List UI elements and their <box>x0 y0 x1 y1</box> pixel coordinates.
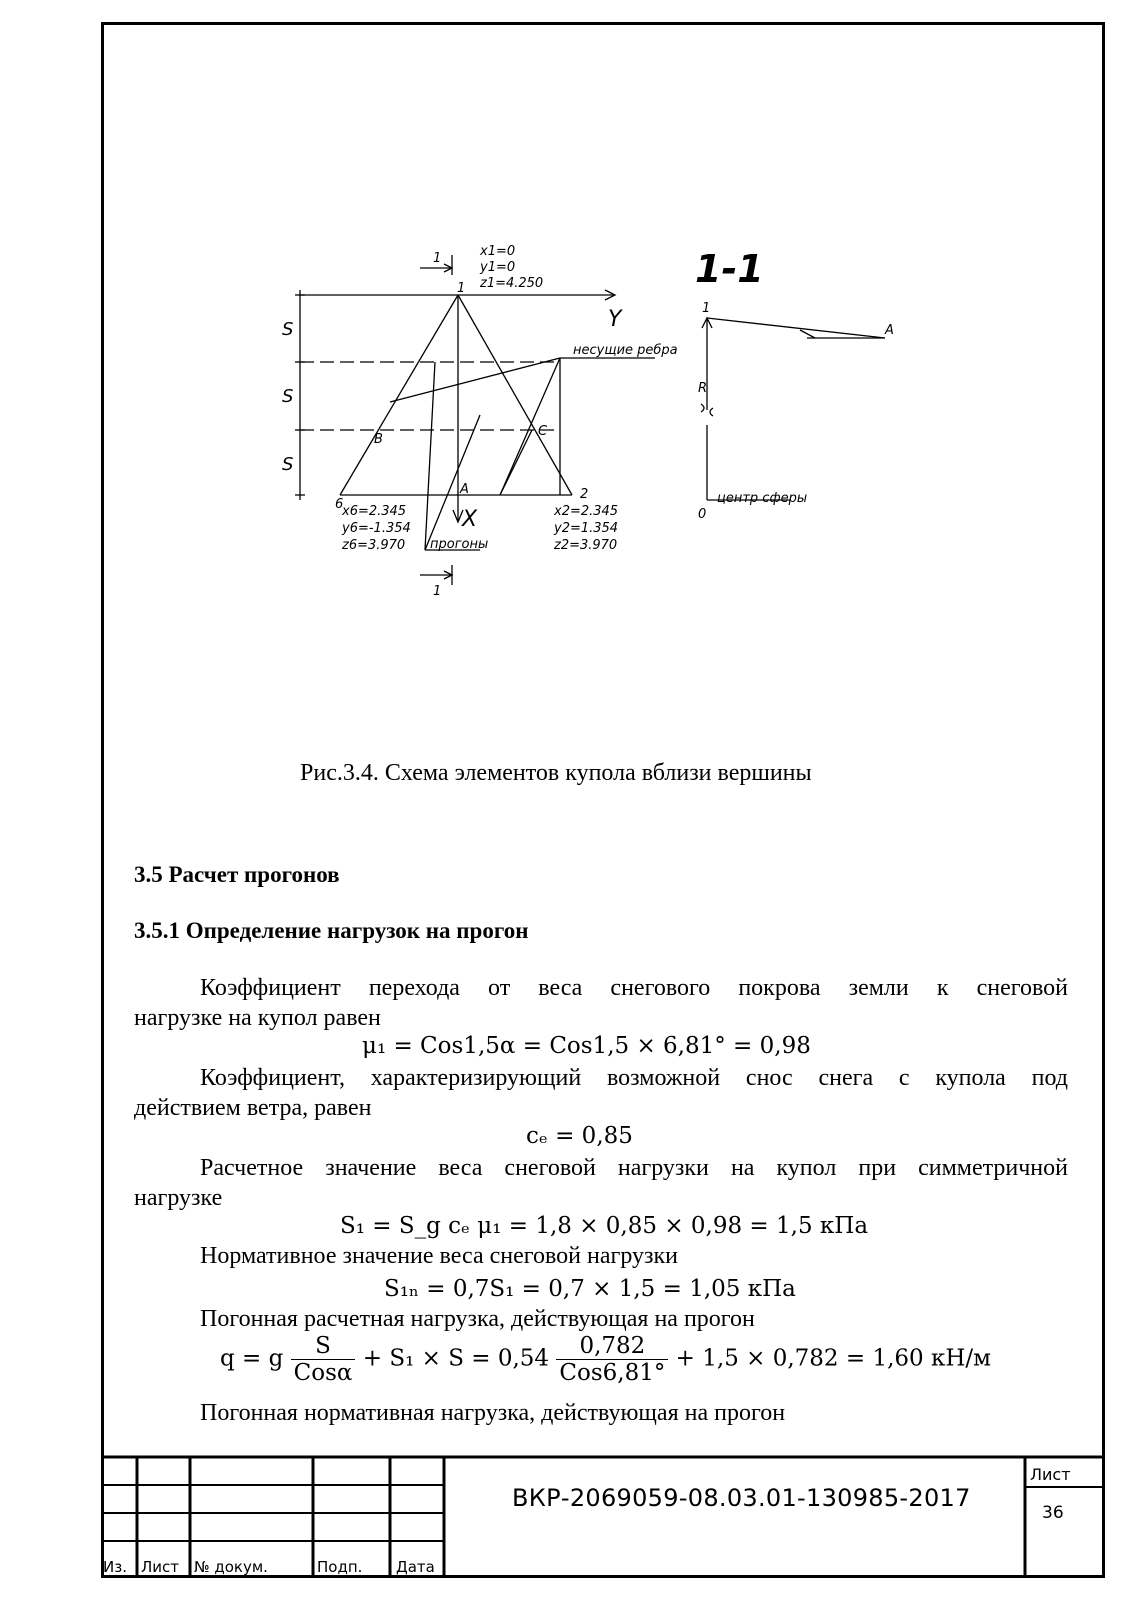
stamp-col-doc: № докум. <box>194 1558 268 1576</box>
node-1-label: 1 <box>457 281 466 296</box>
paragraph-1-line-1: Коэффициент перехода от веса снегового покрова земли к снеговой <box>200 975 1068 1001</box>
apex-x-coord: x1=0 <box>480 244 516 259</box>
formula-q-rhs: + 1,5 × 0,782 = 1,60 кН/м <box>675 1345 992 1372</box>
section-heading: 3.5 Расчет прогонов <box>134 862 340 887</box>
point-b-label: B <box>374 432 383 447</box>
section-node-1: 1 <box>702 301 711 316</box>
fraction-1-denominator: Cosα <box>291 1359 356 1386</box>
fraction-1-numerator: S <box>315 1333 331 1359</box>
paragraph-2-line-1: Коэффициент, характеризирующий возможной снос снега с купола под <box>200 1065 1068 1091</box>
paragraph-3-line-2: нагрузке <box>134 1185 223 1211</box>
dim-s-3: S <box>282 454 294 475</box>
formula-q <box>220 1333 991 1386</box>
node-2-z: z2=3.970 <box>554 538 618 553</box>
stamp-col-izm: Из. <box>103 1558 127 1576</box>
dome-scheme-figure <box>270 230 894 610</box>
paragraph-3 <box>134 1153 1068 1213</box>
paragraph-2-line-2: действием ветра, равен <box>134 1095 372 1121</box>
formula-q-fraction-2 <box>556 1333 668 1386</box>
point-a-label: A <box>460 482 469 497</box>
dim-s-2: S <box>282 386 294 407</box>
subsection-heading: 3.5.1 Определение нагрузок на прогон <box>134 918 529 943</box>
stamp-col-sign: Подп. <box>317 1558 363 1576</box>
paragraph-2 <box>134 1063 1068 1123</box>
node-2-x: x2=2.345 <box>554 504 619 519</box>
formula-q-lhs: q = g <box>220 1345 284 1372</box>
sphere-center-label: центр сферы <box>717 491 808 506</box>
formula-q-fraction-1 <box>291 1333 356 1386</box>
formula-ce: cₑ = 0,85 <box>526 1123 633 1149</box>
stamp-col-date: Дата <box>396 1558 435 1576</box>
point-c-label: C <box>538 424 548 439</box>
section-title: 1-1 <box>695 247 764 291</box>
figure-caption: Рис.3.4. Схема элементов купола вблизи вершины <box>300 760 812 786</box>
axis-x-label: X <box>462 507 478 532</box>
fraction-2-denominator: Cos6,81° <box>556 1359 668 1386</box>
dim-s-1: S <box>282 319 294 340</box>
axis-y-label: Y <box>608 307 622 332</box>
paragraph-6: Погонная нормативная нагрузка, действующая на прогон <box>200 1400 786 1426</box>
node-2-y: y2=1.354 <box>554 521 619 536</box>
apex-y-coord: y1=0 <box>480 260 516 275</box>
paragraph-5: Погонная расчетная нагрузка, действующая на прогон <box>200 1306 755 1332</box>
origin-label: 0 <box>698 507 707 522</box>
purlins-label: прогоны <box>430 537 489 552</box>
radius-label: R <box>698 381 708 396</box>
node-6-z: z6=3.970 <box>342 538 406 553</box>
sheet-number: 36 <box>1042 1503 1064 1523</box>
paragraph-4: Нормативное значение веса снеговой нагрузки <box>200 1243 679 1269</box>
section-point-a: A <box>885 323 894 338</box>
formula-q-middle: + S₁ × S = 0,54 <box>362 1345 550 1372</box>
apex-z-coord: z1=4.250 <box>480 276 544 291</box>
paragraph-1 <box>134 973 1068 1033</box>
section-mark-bottom: 1 <box>433 584 442 599</box>
node-6-y: y6=-1.354 <box>342 521 411 536</box>
ribs-label: несущие ребра <box>573 343 678 358</box>
sheet-label: Лист <box>1030 1465 1071 1484</box>
formula-s1n: S₁ₙ = 0,7S₁ = 0,7 × 1,5 = 1,05 кПа <box>384 1276 796 1302</box>
paragraph-3-line-1: Расчетное значение веса снеговой нагрузки на купол при симметричной <box>200 1155 1068 1181</box>
node-6-x: x6=2.345 <box>342 504 407 519</box>
node-2-label: 2 <box>580 487 589 502</box>
paragraph-1-line-2: нагрузке на купол равен <box>134 1005 381 1031</box>
section-mark-top: 1 <box>433 251 442 266</box>
document-code: ВКР-2069059-08.03.01-130985-2017 <box>512 1484 971 1512</box>
fraction-2-numerator: 0,782 <box>579 1333 646 1359</box>
formula-s1: S₁ = S_g cₑ μ₁ = 1,8 × 0,85 × 0,98 = 1,5 кПа <box>340 1213 869 1239</box>
stamp-col-list: Лист <box>141 1558 180 1576</box>
formula-mu1: μ₁ = Cos1,5α = Cos1,5 × 6,81° = 0,98 <box>362 1033 811 1059</box>
node-6-label: 6 <box>335 497 344 512</box>
